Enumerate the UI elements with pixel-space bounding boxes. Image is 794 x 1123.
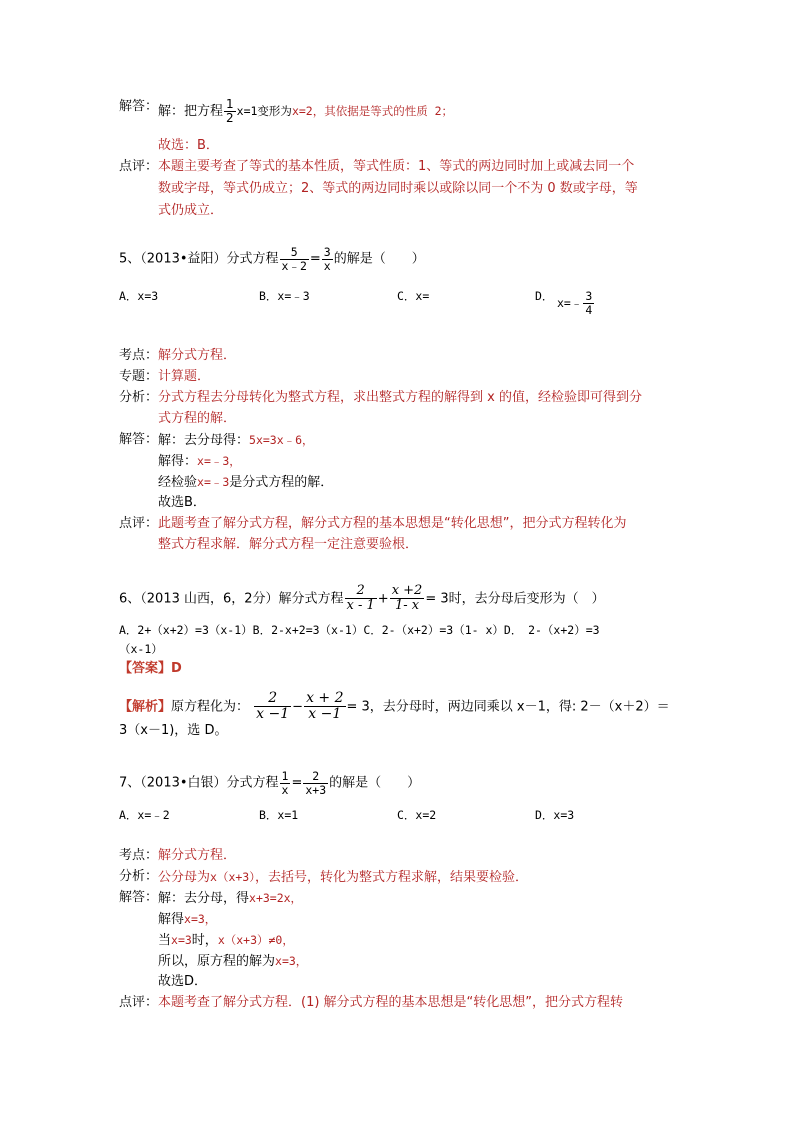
equals-sign: = xyxy=(291,775,303,791)
point-label: 考点： xyxy=(119,348,159,363)
frac-den: 2 xyxy=(226,111,234,126)
q4-comment-line1: 本题主要考查了等式的基本性质，等式性质：1、等式的两边同时加上或减去同一个 xyxy=(158,159,635,174)
fraction xyxy=(254,691,291,723)
q5-answer-text: 解得： xyxy=(158,454,198,469)
q6-options-line1: A．2+（x+2）=3（x-1）B．2-x+2=3（x-1）C．2-（x+2）=3（1- x）D． 2-（x+2）=3 xyxy=(119,623,600,637)
frac-den: x −1 xyxy=(256,706,290,723)
q5-stem-text: 的解是（ ） xyxy=(333,251,425,267)
q7-answer-text: 解得 xyxy=(158,912,185,927)
q5-option-d-value xyxy=(557,290,595,316)
q7-answer-line3 xyxy=(158,931,294,950)
frac-den: x −1 xyxy=(308,706,342,723)
plus-sign: + xyxy=(377,591,389,607)
q5-analysis-line2: 式方程的解． xyxy=(158,411,237,426)
q5-option-d-x: x=﹣ xyxy=(557,296,583,311)
frac-num: 2 xyxy=(345,584,377,599)
q7-answer-text: 解：去分母，得 xyxy=(158,891,250,906)
answer-label: 解答： xyxy=(119,99,159,114)
q6-stem xyxy=(119,584,605,614)
q5-option-d xyxy=(535,287,553,305)
q6-explanation-line1 xyxy=(119,691,670,723)
equals-sign: = xyxy=(309,251,321,267)
q7-point: 解分式方程． xyxy=(158,848,237,863)
q7-stem-text: 的解是（ ） xyxy=(329,775,421,791)
q4-answer-line1 xyxy=(158,98,453,125)
frac-den: x - 1 xyxy=(346,598,375,614)
q5-point: 解分式方程． xyxy=(158,348,237,363)
frac-num: x +2 xyxy=(391,583,423,598)
q7-answer-line4 xyxy=(158,952,307,971)
q7-analysis-value: x（x+3） xyxy=(210,870,255,884)
q7-answer-line5: 故选D． xyxy=(158,974,208,989)
topic-label: 专题： xyxy=(119,369,159,384)
frac-den: x+3 xyxy=(305,782,327,797)
q7-analysis-text: 公分母为 xyxy=(158,870,211,885)
answer-label: 解答： xyxy=(119,432,159,447)
q4-answer-line2: 故选：B． xyxy=(158,138,219,153)
q4-answer-text: 解：把方程 xyxy=(158,104,224,120)
q7-answer-text: 所以，原方程的解为 xyxy=(158,954,276,969)
q5-stem xyxy=(119,246,425,272)
fraction xyxy=(322,246,333,272)
q7-answer-text: 当 xyxy=(158,933,172,948)
q5-option-c: C．x= xyxy=(397,289,430,303)
q4-comment-line3: 式仍成立． xyxy=(158,203,224,218)
q5-comment-line2: 整式方程求解．解分式方程一定注意要验根． xyxy=(158,537,419,552)
equals-three: = 3 xyxy=(346,699,370,715)
q7-answer-text: 时， xyxy=(191,933,218,948)
equals-three: = 3 xyxy=(425,591,449,607)
answer-label: 解答： xyxy=(119,890,159,905)
q7-option-d: D．x=3 xyxy=(535,808,575,822)
analysis-label: 分析： xyxy=(119,390,159,405)
fraction xyxy=(280,246,309,272)
q7-answer-line2 xyxy=(158,910,216,929)
q7-option-a: A．x=﹣2 xyxy=(119,808,170,822)
q7-analysis xyxy=(158,868,528,887)
fraction xyxy=(304,691,345,723)
frac-den: 1- x xyxy=(394,598,420,614)
q5-answer-line1 xyxy=(158,431,314,450)
frac-num: 1 xyxy=(281,769,289,783)
fraction xyxy=(583,290,594,316)
q5-option-a: A．x=3 xyxy=(119,289,159,303)
frac-den: x xyxy=(323,258,331,273)
q7-option-b: B．x=1 xyxy=(259,808,299,822)
q7-option-c: C．x=2 xyxy=(397,808,437,822)
q5-answer-line2 xyxy=(158,452,241,471)
q4-answer-highlight: x=2，其依据是等式的性质 2； xyxy=(291,104,454,119)
q5-answer-line4: 故选B． xyxy=(158,495,206,510)
frac-num: 3 xyxy=(323,245,331,259)
q7-stem-text: 7、（2013•白银）分式方程 xyxy=(119,775,279,791)
q5-option-b: B．x=﹣3 xyxy=(259,289,310,303)
q7-stem xyxy=(119,770,420,796)
q7-answer-line1 xyxy=(158,889,302,908)
q5-topic: 计算题． xyxy=(158,369,211,384)
q6-explanation-tag: 【解析】 xyxy=(119,699,172,715)
q7-answer-value: x=3 xyxy=(171,933,192,947)
comment-label: 点评： xyxy=(119,995,159,1010)
frac-num: 1 xyxy=(226,97,234,111)
q5-answer-text: 经检验 xyxy=(158,475,198,490)
analysis-label: 分析： xyxy=(119,869,159,884)
q5-stem-text: 5、（2013•益阳）分式方程 xyxy=(119,251,279,267)
q5-answer-text: 解：去分母得： xyxy=(158,433,250,448)
q5-option-d-prefix: D． xyxy=(535,289,554,303)
frac-den: x xyxy=(281,782,289,797)
frac-num: 2 xyxy=(254,691,291,707)
frac-num: 2 xyxy=(303,770,328,784)
q5-answer-value: x=﹣3， xyxy=(197,454,241,468)
frac-num: 5 xyxy=(280,246,309,260)
fraction xyxy=(345,584,377,614)
fraction xyxy=(390,584,425,614)
fraction xyxy=(280,770,291,796)
frac-den: 4 xyxy=(585,302,593,317)
q5-answer-text: 是分式方程的解． xyxy=(229,475,334,490)
q4-comment-line2: 数或字母，等式仍成立；2、等式的两边同时乘以或除以同一个不为 0 数或字母，等 xyxy=(158,181,638,196)
q5-comment-line1: 此题考查了解分式方程，解分式方程的基本思想是“转化思想”，把分式方程转化为 xyxy=(158,516,627,531)
fraction xyxy=(224,98,236,125)
frac-num: 3 xyxy=(585,289,593,303)
q6-stem-text: 时，去分母后变形为（ ） xyxy=(448,591,605,607)
q7-answer-value: x=3， xyxy=(275,954,308,968)
fraction xyxy=(303,770,328,796)
q5-answer-line3 xyxy=(158,473,333,492)
q7-comment-line1: 本题考查了解分式方程．(1) 解分式方程的基本思想是“转化思想”，把分式方程转 xyxy=(158,995,624,1010)
q6-explanation-line2: 3（x－1)，选 D。 xyxy=(119,723,228,738)
q6-stem-text: 6、（2013 山西，6，2分）解分式方程 xyxy=(119,591,344,607)
minus-sign: − xyxy=(292,699,304,715)
q6-explanation-text: 原方程化为： xyxy=(171,699,250,715)
comment-label: 点评： xyxy=(119,516,159,531)
q7-analysis-text: ，去括号，转化为整式方程求解，结果要检验． xyxy=(254,870,528,885)
q5-answer-value: 5x=3x﹣6， xyxy=(249,433,314,447)
q6-answer-tag: 【答案】D xyxy=(119,661,182,676)
q7-answer-value: x（x+3）≠0， xyxy=(217,933,294,947)
frac-num: x + 2 xyxy=(306,690,344,706)
point-label: 考点： xyxy=(119,848,159,863)
q5-analysis-line1: 分式方程去分母转化为整式方程，求出整式方程的解得到 x 的值，经检验即可得到分 xyxy=(158,390,642,405)
q7-answer-value: x=3， xyxy=(184,912,217,926)
q7-answer-value: x+3=2x， xyxy=(249,891,303,905)
comment-label: 点评： xyxy=(119,159,159,174)
q6-options-line2: （x-1） xyxy=(119,642,163,656)
frac-den: x﹣2 xyxy=(281,258,307,273)
q5-answer-value: x=﹣3 xyxy=(197,475,230,489)
q4-answer-text: x=1变形为 xyxy=(236,104,292,119)
q6-explanation-text: ，去分母时，两边同乘以 x－1，得: 2－（x＋2）＝ xyxy=(369,699,670,715)
